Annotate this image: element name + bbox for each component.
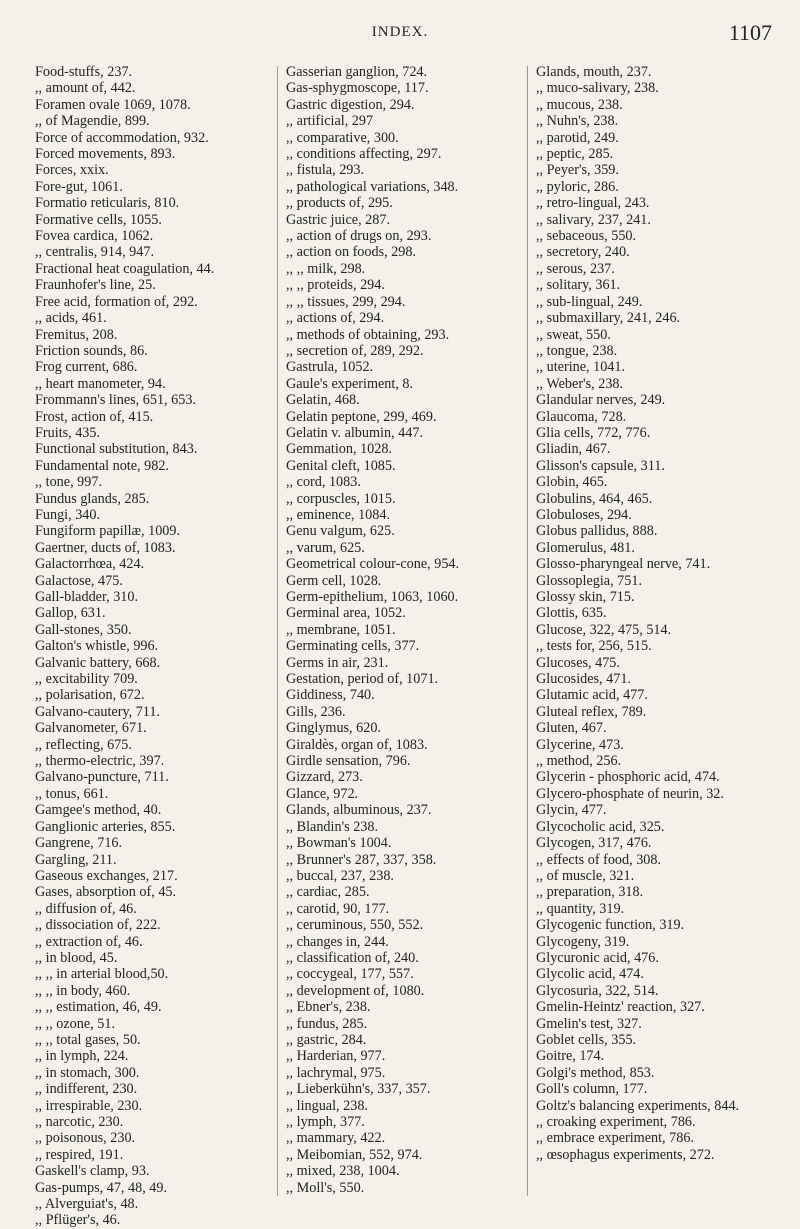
index-entry: ,, muco-salivary, 238. [536, 80, 659, 97]
index-entry: Glycin, 477. [536, 802, 607, 819]
index-entry: Gliadin, 467. [536, 441, 611, 458]
index-entry: ,, narcotic, 230. [35, 1114, 124, 1130]
index-entry: Gelatin, 468. [286, 392, 360, 409]
index-entry: Fundamental note, 982. [35, 457, 169, 474]
index-entry: Gallop, 631. [35, 605, 106, 622]
index-entry: ,, quantity, 319. [536, 900, 625, 917]
index-entry: Gelatin v. albumin, 447. [286, 424, 423, 441]
index-entry: ,, buccal, 237, 238. [286, 867, 394, 884]
index-entry: Girdle sensation, 796. [286, 753, 411, 770]
index-entry: Ganglionic arteries, 855. [35, 818, 176, 835]
index-entry: Glaucoma, 728. [536, 408, 627, 425]
index-entry: ,, development of, 1080. [286, 982, 425, 999]
page-header [0, 16, 800, 56]
index-entry: Glisson's capsule, 311. [536, 457, 665, 474]
index-entry: Gases, absorption of, 45. [35, 884, 177, 901]
index-entry: ,, sebaceous, 550. [536, 228, 637, 245]
index-entry: Galvano-cautery, 711. [35, 703, 161, 720]
index-entry: Glands, mouth, 237. [536, 64, 652, 80]
index-entry: ,, conditions affecting, 297. [286, 146, 442, 163]
index-entry: Glands, albuminous, 237. [286, 802, 432, 819]
index-entry: ,, poisonous, 230. [35, 1130, 136, 1147]
index-entry: Gills, 236. [286, 703, 346, 720]
index-entry: ,, thermo-electric, 397. [35, 753, 165, 770]
index-entry: Gemmation, 1028. [286, 441, 392, 458]
index-entry: ,, membrane, 1051. [286, 621, 396, 638]
index-entry: Glossy skin, 715. [536, 589, 635, 605]
page-number: 1107 [728, 20, 772, 45]
index-entry: Galvano-puncture, 711. [35, 769, 169, 786]
index-entry: ,, Alverguiat's, 48. [35, 1196, 139, 1213]
index-entry: ,, of Magendie, 899. [35, 113, 150, 130]
column-divider [277, 66, 278, 1196]
index-entry: Galvanic battery, 668. [35, 654, 161, 671]
index-entry: Goblet cells, 355. [536, 1031, 637, 1048]
index-entry: Food-stuffs, 237. [35, 64, 133, 80]
index-entry: ,, secretory, 240. [536, 244, 630, 261]
index-entry: ,, pyloric, 286. [536, 178, 619, 195]
index-entry: ,, coccygeal, 177, 557. [286, 966, 414, 983]
index-entry: Gaertner, ducts of, 1083. [35, 539, 176, 556]
index-entry: ,, cord, 1083. [286, 474, 361, 491]
index-entry: Gamgee's method, 40. [35, 802, 162, 819]
index-entry: Galactorrhœa, 424. [35, 556, 145, 573]
index-entry: Fraunhofer's line, 25. [35, 277, 156, 294]
index-entry: Gaskell's clamp, 93. [35, 1163, 150, 1180]
index-entry: Glandular nerves, 249. [536, 392, 666, 409]
index-entry: Gargling, 211. [35, 851, 117, 868]
index-entry: Germinal area, 1052. [286, 605, 406, 622]
index-entry: ,, lachrymal, 975. [286, 1064, 386, 1081]
index-entry: ,, preparation, 318. [536, 884, 644, 901]
index-entry: ,, tone, 997. [35, 474, 102, 491]
index-column-3 [536, 64, 786, 1163]
index-entry: Germ-epithelium, 1063, 1060. [286, 589, 459, 605]
index-column-1 [35, 64, 265, 1229]
index-entry: Globin, 465. [536, 474, 608, 491]
index-entry: Fovea cardica, 1062. [35, 228, 154, 245]
index-entry: ,, effects of food, 308. [536, 851, 662, 868]
index-entry: Gastrula, 1052. [286, 359, 374, 376]
index-entry: ,, uterine, 1041. [536, 359, 626, 376]
index-entry: ,, in blood, 45. [35, 949, 118, 966]
index-entry: ,, solitary, 361. [536, 277, 621, 294]
index-entry: Glycosuria, 322, 514. [536, 982, 659, 999]
index-entry: ,, tests for, 256, 515. [536, 638, 652, 655]
index-entry: ,, ,, in arterial blood,50. [35, 966, 169, 983]
index-entry: Gelatin peptone, 299, 469. [286, 408, 437, 425]
index-entry: Gas-sphygmoscope, 117. [286, 80, 429, 97]
index-entry: Glucose, 322, 475, 514. [536, 621, 672, 638]
index-entry: Gall-stones, 350. [35, 621, 132, 638]
index-entry: Friction sounds, 86. [35, 342, 148, 359]
index-entry: Forces, xxix. [35, 162, 109, 179]
index-entry: ,, corpuscles, 1015. [286, 490, 396, 507]
index-entry: Free acid, formation of, 292. [35, 293, 198, 310]
index-entry: Fruits, 435. [35, 424, 101, 441]
index-entry: ,, sweat, 550. [536, 326, 611, 343]
index-entry: ,, action of drugs on, 293. [286, 228, 432, 245]
index-entry: ,, irrespirable, 230. [35, 1097, 143, 1114]
index-entry: ,, amount of, 442. [35, 80, 136, 97]
index-entry: Frog current, 686. [35, 359, 138, 376]
index-entry: ,, ,, milk, 298. [286, 260, 366, 277]
index-entry: Gizzard, 273. [286, 769, 363, 786]
index-entry: ,, extraction of, 46. [35, 933, 143, 950]
index-entry: ,, products of, 295. [286, 195, 393, 212]
index-entry: Giraldès, organ of, 1083. [286, 736, 428, 753]
index-entry: Glycolic acid, 474. [536, 966, 644, 983]
index-entry: ,, Lieberkühn's, 337, 357. [286, 1081, 431, 1098]
index-entry: Gall-bladder, 310. [35, 589, 139, 605]
index-entry: Glycocholic acid, 325. [536, 818, 665, 835]
index-entry: ,, sub-lingual, 249. [536, 293, 643, 310]
index-entry: ,, croaking experiment, 786. [536, 1114, 696, 1130]
index-entry: Glycogeny, 319. [536, 933, 630, 950]
index-entry: ,, salivary, 237, 241. [536, 211, 651, 228]
index-entry: ,, Nuhn's, 238. [536, 113, 619, 130]
index-entry: ,, ,, total gases, 50. [35, 1031, 141, 1048]
index-entry: Fundus glands, 285. [35, 490, 150, 507]
index-entry: ,, in stomach, 300. [35, 1064, 140, 1081]
index-entry: Genital cleft, 1085. [286, 457, 396, 474]
index-entry: ,, cardiac, 285. [286, 884, 370, 901]
index-entry: ,, classification of, 240. [286, 949, 419, 966]
index-entry: ,, Moll's, 550. [286, 1179, 365, 1196]
index-entry: ,, artificial, 297 [286, 113, 374, 130]
index-entry: Globuloses, 294. [536, 506, 632, 523]
index-entry: Galactose, 475. [35, 572, 123, 589]
index-entry: Galton's whistle, 996. [35, 638, 159, 655]
index-entry: Goltz's balancing experiments, 844. [536, 1097, 740, 1114]
index-entry: Goll's column, 177. [536, 1081, 648, 1098]
index-entry: ,, Weber's, 238. [536, 375, 624, 392]
index-entry: Glance, 972. [286, 785, 359, 802]
index-entry: ,, lymph, 377. [286, 1114, 365, 1130]
index-entry: Giddiness, 740. [286, 687, 375, 704]
index-entry: Gmelin's test, 327. [536, 1015, 642, 1032]
index-entry: ,, polarisation, 672. [35, 687, 145, 704]
index-entry: ,, ,, proteids, 294. [286, 277, 385, 294]
index-entry: Gaule's experiment, 8. [286, 375, 414, 392]
index-entry: ,, mixed, 238, 1004. [286, 1163, 400, 1180]
index-entry: Gangrene, 716. [35, 835, 123, 852]
index-entry: Galvanometer, 671. [35, 720, 147, 737]
index-entry: Globulins, 464, 465. [536, 490, 653, 507]
index-entry: Glosso-pharyngeal nerve, 741. [536, 556, 711, 573]
index-entry: ,, embrace experiment, 786. [536, 1130, 694, 1147]
index-entry: Glucoses, 475. [536, 654, 620, 671]
index-entry: ,, gastric, 284. [286, 1031, 367, 1048]
index-entry: ,, tongue, 238. [536, 342, 618, 359]
index-entry: ,, mucous, 238. [536, 96, 623, 113]
index-entry: ,, ,, ozone, 51. [35, 1015, 115, 1032]
index-entry: ,, secretion of, 289, 292. [286, 342, 424, 359]
index-entry: ,, fundus, 285. [286, 1015, 368, 1032]
index-entry: Germs in air, 231. [286, 654, 389, 671]
index-entry: ,, diffusion of, 46. [35, 900, 137, 917]
index-entry: ,, methods of obtaining, 293. [286, 326, 450, 343]
index-entry: Glycuronic acid, 476. [536, 949, 659, 966]
index-entry: ,, fistula, 293. [286, 162, 365, 179]
index-entry: Glucosides, 471. [536, 671, 631, 688]
index-entry: Frommann's lines, 651, 653. [35, 392, 196, 409]
index-entry: Glycogen, 317, 476. [536, 835, 652, 852]
index-entry: ,, tonus, 661. [35, 785, 109, 802]
index-entry: Glottis, 635. [536, 605, 607, 622]
index-entry: Goitre, 174. [536, 1048, 605, 1065]
index-entry: ,, varum, 625. [286, 539, 365, 556]
index-entry: Frost, action of, 415. [35, 408, 154, 425]
index-entry: Fore-gut, 1061. [35, 178, 123, 195]
index-entry: ,, in lymph, 224. [35, 1048, 129, 1065]
index-entry: ,, changes in, 244. [286, 933, 389, 950]
index-entry: ,, parotid, 249. [536, 129, 619, 146]
index-entry: ,, carotid, 90, 177. [286, 900, 390, 917]
index-entry: Formatio reticularis, 810. [35, 195, 180, 212]
index-entry: Foramen ovale 1069, 1078. [35, 96, 191, 113]
index-entry: Glycogenic function, 319. [536, 917, 685, 934]
index-entry: ,, œsophagus experiments, 272. [536, 1146, 715, 1163]
index-entry: ,, excitability 709. [35, 671, 138, 688]
index-entry: ,, Peyer's, 359. [536, 162, 619, 179]
index-entry: ,, Blandin's 238. [286, 818, 379, 835]
index-entry: Fungi, 340. [35, 506, 101, 523]
index-entry: Globus pallidus, 888. [536, 523, 658, 540]
index-entry: Formative cells, 1055. [35, 211, 162, 228]
index-entry: ,, serous, 237. [536, 260, 615, 277]
index-entry: Gmelin-Heintz' reaction, 327. [536, 999, 705, 1016]
index-entry: ,, acids, 461. [35, 310, 107, 327]
page-title: INDEX. [371, 24, 429, 40]
index-entry: Genu valgum, 625. [286, 523, 395, 540]
index-entry: ,, reflecting, 675. [35, 736, 132, 753]
index-entry: ,, pathological variations, 348. [286, 178, 459, 195]
index-entry: ,, of muscle, 321. [536, 867, 635, 884]
index-entry: ,, ,, in body, 460. [35, 982, 131, 999]
index-entry: ,, lingual, 238. [286, 1097, 368, 1114]
index-entry: ,, peptic, 285. [536, 146, 614, 163]
index-entry: ,, ceruminous, 550, 552. [286, 917, 424, 934]
index-entry: Forced movements, 893. [35, 146, 176, 163]
index-entry: ,, Pflüger's, 46. [35, 1212, 121, 1229]
index-column-2 [286, 64, 500, 1196]
index-entry: ,, action on foods, 298. [286, 244, 417, 261]
index-entry: Glomerulus, 481. [536, 539, 635, 556]
index-entry: Glia cells, 772, 776. [536, 424, 651, 441]
index-entry: ,, centralis, 914, 947. [35, 244, 154, 261]
index-entry: ,, eminence, 1084. [286, 506, 391, 523]
index-entry: ,, Bowman's 1004. [286, 835, 392, 852]
index-entry: Functional substitution, 843. [35, 441, 198, 458]
index-entry: ,, Brunner's 287, 337, 358. [286, 851, 437, 868]
index-entry: Glutamic acid, 477. [536, 687, 648, 704]
index-entry: ,, mammary, 422. [286, 1130, 386, 1147]
index-entry: ,, respired, 191. [35, 1146, 124, 1163]
index-entry: Glycerine, 473. [536, 736, 624, 753]
column-divider [527, 66, 528, 1196]
index-entry: ,, submaxillary, 241, 246. [536, 310, 681, 327]
index-entry: Gluteal reflex, 789. [536, 703, 647, 720]
index-entry: Glycero-phosphate of neurin, 32. [536, 785, 724, 802]
index-entry: ,, Ebner's, 238. [286, 999, 371, 1016]
index-entry: Germinating cells, 377. [286, 638, 420, 655]
index-entry: Gas-pumps, 47, 48, 49. [35, 1179, 168, 1196]
index-entry: Golgi's method, 853. [536, 1064, 655, 1081]
index-entry: ,, ,, estimation, 46, 49. [35, 999, 162, 1016]
index-entry: Gluten, 467. [536, 720, 607, 737]
index-entry: ,, comparative, 300. [286, 129, 399, 146]
index-entry: Gastric juice, 287. [286, 211, 391, 228]
index-entry: ,, method, 256. [536, 753, 622, 770]
index-entry: Fractional heat coagulation, 44. [35, 260, 215, 277]
index-entry: Fremitus, 208. [35, 326, 118, 343]
index-entry: ,, dissociation of, 222. [35, 917, 161, 934]
index-entry: ,, Meibomian, 552, 974. [286, 1146, 423, 1163]
index-entry: Gaseous exchanges, 217. [35, 867, 178, 884]
index-entry: ,, indifferent, 230. [35, 1081, 138, 1098]
index-entry: Gastric digestion, 294. [286, 96, 415, 113]
index-entry: ,, retro-lingual, 243. [536, 195, 650, 212]
index-entry: Glossoplegia, 751. [536, 572, 643, 589]
index-entry: ,, actions of, 294. [286, 310, 385, 327]
index-entry: Gasserian ganglion, 724. [286, 64, 428, 80]
index-entry: Geometrical colour-cone, 954. [286, 556, 460, 573]
index-entry: Force of accommodation, 932. [35, 129, 209, 146]
index-entry: Fungiform papillæ, 1009. [35, 523, 181, 540]
index-entry: Gestation, period of, 1071. [286, 671, 439, 688]
index-entry: Germ cell, 1028. [286, 572, 382, 589]
index-entry: ,, ,, tissues, 299, 294. [286, 293, 406, 310]
index-entry: Glycerin - phosphoric acid, 474. [536, 769, 720, 786]
index-entry: ,, heart manometer, 94. [35, 375, 166, 392]
index-entry: ,, Harderian, 977. [286, 1048, 386, 1065]
index-entry: Ginglymus, 620. [286, 720, 381, 737]
